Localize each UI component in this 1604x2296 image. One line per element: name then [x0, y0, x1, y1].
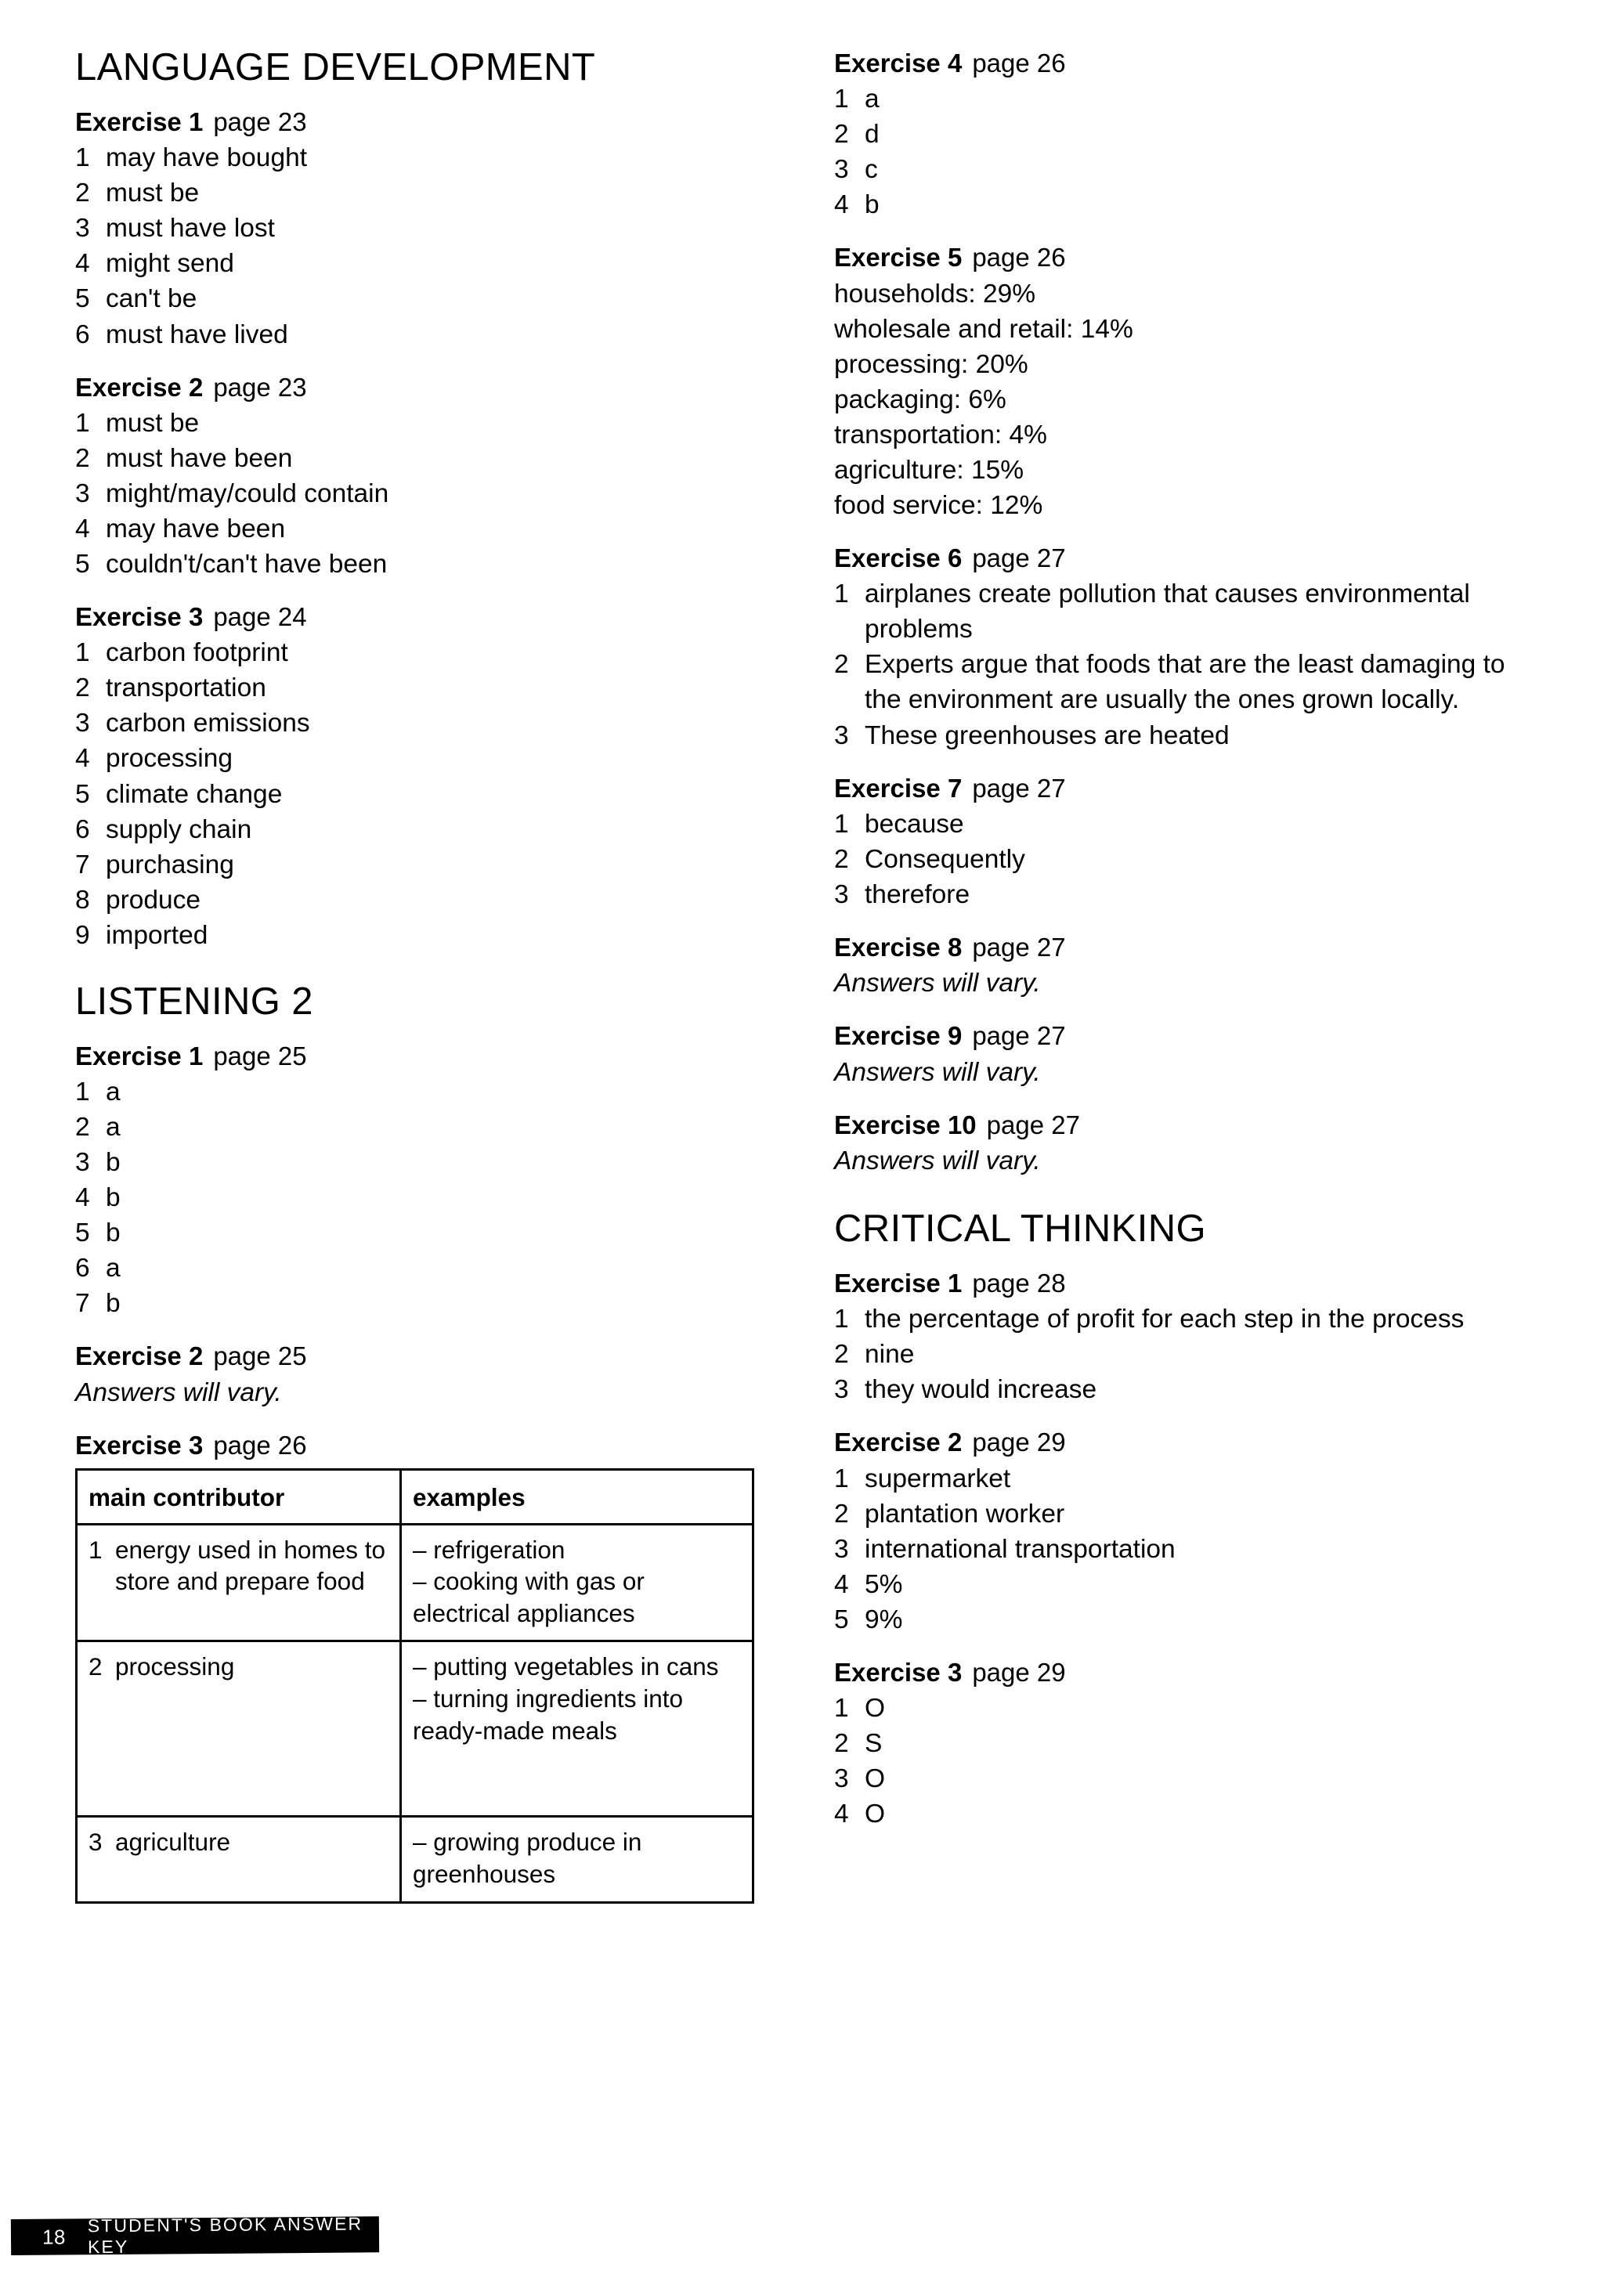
exercise-heading [75, 1042, 789, 1071]
answer-text: b [106, 1218, 121, 1248]
answer-text: transportation [106, 673, 266, 703]
column-header-examples: examples [401, 1469, 753, 1524]
answer-item [75, 547, 789, 582]
exercise-heading [75, 1431, 789, 1460]
answer-text: nine [865, 1340, 915, 1370]
answer-number: 4 [834, 1800, 849, 1829]
answer-number: 2 [834, 1729, 849, 1759]
answer-item [75, 1215, 789, 1251]
answer-number: 4 [834, 190, 849, 220]
exercise-label: Exercise 1 [75, 1041, 204, 1070]
answer-item [75, 812, 789, 847]
answer-number: 3 [75, 1148, 90, 1178]
answer-text: may have bought [106, 143, 308, 173]
answer-number: 2 [834, 1340, 849, 1370]
exercise-page-ref: page 27 [972, 1021, 1066, 1051]
page-footer-bar [11, 2213, 379, 2258]
answer-number: 5 [75, 550, 90, 579]
exercise-heading [75, 1341, 789, 1371]
row-contributor-text: processing [115, 1652, 235, 1681]
main-contributor-table [75, 1468, 754, 1904]
answer-number: 1 [834, 85, 849, 114]
answer-number: 3 [75, 214, 90, 244]
answer-item [834, 1532, 1548, 1567]
answer-item [834, 1796, 1548, 1832]
answer-text: airplanes create pollution that causes environmental problems [865, 579, 1470, 644]
exercise-page-ref: page 26 [972, 243, 1066, 273]
answer-item [75, 1286, 789, 1321]
answer-item [75, 741, 789, 776]
answer-list [834, 1691, 1548, 1832]
row-contributor-text: energy used in homes to store and prepare food [115, 1535, 385, 1596]
answer-number: 2 [834, 650, 849, 680]
answer-number: 2 [75, 443, 90, 473]
exercise-page-ref: page 29 [972, 1428, 1066, 1457]
answers-will-vary-note: Answers will vary. [834, 1057, 1041, 1087]
exercise-heading [834, 1269, 1548, 1298]
answer-item [834, 807, 1548, 842]
answer-text: Consequently [865, 844, 1025, 874]
answer-text: plantation worker [865, 1499, 1065, 1529]
answer-number: 3 [834, 1534, 849, 1564]
answer-text: couldn't/can't have been [106, 550, 388, 579]
exercise-label: Exercise 6 [834, 543, 963, 573]
example-line: – cooking with gas or electrical appliances [413, 1567, 645, 1627]
cell-main-contributor [77, 1817, 401, 1902]
answer-item [75, 1145, 789, 1180]
answer-list [75, 1074, 789, 1321]
answer-item [75, 140, 789, 175]
answer-item [834, 1602, 1548, 1637]
exercise-heading [834, 774, 1548, 803]
answer-text: a [865, 85, 880, 114]
answer-item [75, 406, 789, 441]
answer-text: international transportation [865, 1534, 1176, 1564]
answer-number: 3 [834, 1375, 849, 1405]
column-header-main-contributor: main contributor [77, 1469, 401, 1524]
answers-will-vary-note: Answers will vary. [834, 969, 1041, 998]
answer-number: 4 [75, 1183, 90, 1213]
answer-item [834, 1567, 1548, 1602]
answer-item [75, 1180, 789, 1215]
answer-item [834, 718, 1548, 753]
exercise-label: Exercise 2 [834, 1428, 963, 1457]
table-header-row [77, 1469, 753, 1524]
answer-item [75, 635, 789, 670]
answer-number: 4 [75, 744, 90, 774]
answer-text: therefore [865, 879, 970, 909]
answer-item [75, 883, 789, 918]
answer-text: b [106, 1183, 121, 1213]
answer-text: must be [106, 408, 200, 438]
answer-text: 5% [865, 1569, 903, 1599]
percentage-line: agriculture: 15% [834, 455, 1024, 485]
answer-number: 5 [75, 779, 90, 809]
answer-text: carbon emissions [106, 709, 310, 738]
answer-text: processing [106, 744, 233, 774]
answer-number: 4 [834, 1569, 849, 1599]
cell-main-contributor [77, 1641, 401, 1817]
answer-text: must be [106, 179, 200, 208]
answer-item [75, 281, 789, 316]
exercise-label: Exercise 1 [75, 107, 204, 136]
percentage-line: households: 29% [834, 279, 1036, 309]
exercise-page-ref: page 25 [213, 1041, 307, 1070]
exercise-heading [75, 373, 789, 403]
answer-item [75, 1251, 789, 1286]
answer-text: must have been [106, 443, 293, 473]
section-heading-critical-thinking: CRITICAL THINKING [834, 1207, 1207, 1250]
answer-number: 3 [75, 478, 90, 508]
answer-number: 7 [75, 850, 90, 879]
answer-list [834, 1461, 1548, 1637]
answer-text: can't be [106, 284, 197, 314]
answer-number: 4 [75, 249, 90, 279]
percentage-line: transportation: 4% [834, 420, 1047, 449]
exercise-label: Exercise 3 [834, 1657, 963, 1687]
exercise-page-ref: page 27 [986, 1110, 1080, 1139]
answer-number: 5 [834, 1605, 849, 1634]
answer-number: 1 [834, 1464, 849, 1493]
answer-text: might/may/could contain [106, 478, 389, 508]
answer-list [834, 81, 1548, 222]
footer-page-number: 18 [42, 2224, 67, 2249]
exercise-page-ref: page 25 [213, 1341, 307, 1371]
answer-item [75, 246, 789, 281]
answers-will-vary-note: Answers will vary. [75, 1377, 282, 1407]
answer-text: the percentage of profit for each step in the process [865, 1305, 1465, 1334]
answers-will-vary-note: Answers will vary. [834, 1146, 1041, 1175]
answer-text: produce [106, 885, 201, 915]
answer-item [75, 211, 789, 246]
row-contributor-text: agriculture [115, 1828, 231, 1857]
left-column [75, 46, 789, 1904]
answer-item [834, 1372, 1548, 1407]
percentage-line: processing: 20% [834, 349, 1028, 379]
exercise-page-ref: page 27 [972, 932, 1066, 962]
exercise-page-ref: page 27 [972, 773, 1066, 803]
table-row [77, 1817, 753, 1902]
answer-number: 2 [834, 844, 849, 874]
answer-number: 1 [75, 143, 90, 173]
percentage-line: wholesale and retail: 14% [834, 314, 1133, 344]
answer-number: 3 [834, 720, 849, 750]
answer-item [75, 511, 789, 547]
answer-number: 5 [75, 1218, 90, 1248]
exercise-page-ref: page 23 [213, 372, 307, 402]
section-heading-language-development: LANGUAGE DEVELOPMENT [75, 46, 596, 88]
answer-number: 7 [75, 1289, 90, 1319]
answer-number: 2 [834, 120, 849, 150]
section-heading-listening-2: LISTENING 2 [75, 980, 313, 1023]
answer-text: a [106, 1078, 121, 1106]
answer-item [834, 1301, 1548, 1337]
exercise-heading [834, 1658, 1548, 1688]
answer-item [834, 576, 1548, 647]
answer-item [75, 918, 789, 953]
example-line: – growing produce in greenhouses [413, 1828, 642, 1889]
percentage-line: food service: 12% [834, 491, 1043, 520]
two-column-body [75, 46, 1548, 1904]
table-row [77, 1641, 753, 1817]
answer-number: 2 [75, 1113, 90, 1143]
answer-number: 1 [75, 408, 90, 438]
exercise-page-ref: page 28 [972, 1268, 1066, 1298]
answer-item [834, 1761, 1548, 1796]
answer-item [834, 152, 1548, 187]
answer-text: O [865, 1800, 886, 1829]
answer-text: a [106, 1113, 121, 1143]
answer-text: purchasing [106, 850, 234, 879]
answer-item [834, 187, 1548, 222]
answer-number: 1 [834, 809, 849, 839]
answer-text: b [106, 1289, 121, 1319]
answer-number: 9 [75, 920, 90, 950]
answer-number: 8 [75, 885, 90, 915]
answer-item [834, 842, 1548, 877]
answer-number: 3 [75, 709, 90, 738]
answer-text: a [106, 1254, 121, 1283]
answer-text: These greenhouses are heated [865, 720, 1230, 750]
answer-item [75, 441, 789, 476]
answer-item [834, 647, 1548, 717]
answer-text: must have lived [106, 319, 288, 349]
row-number: 1 [89, 1535, 103, 1564]
answer-item [75, 1110, 789, 1145]
answer-item [834, 1461, 1548, 1496]
exercise-label: Exercise 1 [834, 1268, 963, 1298]
answer-number: 2 [834, 1499, 849, 1529]
exercise-label: Exercise 8 [834, 932, 963, 962]
answer-number: 1 [834, 1694, 849, 1724]
example-line: – refrigeration [413, 1535, 565, 1564]
exercise-page-ref: page 26 [972, 49, 1066, 78]
answer-text: Experts argue that foods that are the least damaging to the environment are usually the ones grown locally. [865, 650, 1505, 715]
answer-item [75, 847, 789, 883]
exercise-page-ref: page 24 [213, 602, 307, 632]
cell-examples [401, 1641, 753, 1817]
answer-text: supermarket [865, 1464, 1011, 1493]
percentage-list [834, 276, 1548, 523]
answer-list [75, 140, 789, 352]
answer-text: b [865, 190, 880, 220]
exercise-label: Exercise 2 [75, 1341, 204, 1371]
exercise-label: Exercise 3 [75, 1430, 204, 1460]
answer-item [834, 1337, 1548, 1372]
answer-item [75, 670, 789, 706]
cell-examples [401, 1817, 753, 1902]
answer-item [75, 706, 789, 741]
answer-text: they would increase [865, 1375, 1097, 1405]
answer-text: may have been [106, 514, 286, 543]
answer-number: 1 [834, 1305, 849, 1334]
exercise-label: Exercise 7 [834, 773, 963, 803]
exercise-heading [834, 1021, 1548, 1051]
answer-number: 1 [834, 579, 849, 609]
exercise-heading [834, 933, 1548, 962]
row-number: 2 [89, 1652, 103, 1681]
answer-item [834, 81, 1548, 117]
answer-number: 1 [75, 638, 90, 668]
answer-item [75, 476, 789, 511]
answer-number: 3 [834, 1764, 849, 1794]
answer-number: 4 [75, 514, 90, 543]
answer-item [75, 1074, 789, 1110]
table-row [77, 1524, 753, 1641]
answer-text: O [865, 1694, 886, 1724]
answer-number: 6 [75, 814, 90, 844]
exercise-page-ref: page 23 [213, 107, 307, 136]
row-number: 3 [89, 1828, 103, 1857]
answer-number: 1 [75, 1078, 90, 1106]
example-line: – turning ingredients into ready-made meals [413, 1684, 683, 1745]
exercise-page-ref: page 29 [972, 1657, 1066, 1687]
answer-text: carbon footprint [106, 638, 288, 668]
exercise-label: Exercise 10 [834, 1110, 977, 1139]
footer-title: STUDENT'S BOOK ANSWER KEY [87, 2213, 363, 2258]
answer-number: 2 [75, 673, 90, 703]
cell-main-contributor [77, 1524, 401, 1641]
answer-text: because [865, 809, 964, 839]
answer-item [834, 877, 1548, 912]
answer-item [75, 777, 789, 812]
exercise-heading [834, 543, 1548, 573]
answer-number: 3 [834, 155, 849, 185]
answer-text: b [106, 1148, 121, 1178]
cell-examples [401, 1524, 753, 1641]
answer-text: climate change [106, 779, 283, 809]
answer-number: 2 [75, 179, 90, 208]
answer-number: 3 [834, 879, 849, 909]
exercise-page-ref: page 27 [972, 543, 1066, 573]
exercise-heading [75, 602, 789, 632]
answer-item [75, 317, 789, 352]
answer-text: must have lost [106, 214, 275, 244]
answer-item [834, 1691, 1548, 1726]
answer-list [75, 635, 789, 952]
percentage-line: packaging: 6% [834, 384, 1006, 414]
answer-text: might send [106, 249, 234, 279]
answer-item [834, 1726, 1548, 1761]
exercise-heading [834, 49, 1548, 78]
answer-text: 9% [865, 1605, 903, 1634]
exercise-heading [834, 1110, 1548, 1140]
exercise-heading [834, 243, 1548, 273]
answer-number: 6 [75, 319, 90, 349]
answer-item [834, 1496, 1548, 1532]
answer-list [834, 807, 1548, 912]
exercise-label: Exercise 9 [834, 1021, 963, 1051]
exercise-label: Exercise 2 [75, 372, 204, 402]
answer-text: c [865, 155, 878, 185]
answer-list [834, 576, 1548, 753]
answer-text: supply chain [106, 814, 252, 844]
answer-text: d [865, 120, 880, 150]
exercise-label: Exercise 3 [75, 602, 204, 632]
exercise-label: Exercise 5 [834, 243, 963, 273]
answer-text: S [865, 1729, 883, 1759]
answer-number: 5 [75, 284, 90, 314]
answer-text: O [865, 1764, 886, 1794]
right-column [834, 49, 1548, 1904]
exercise-heading [75, 107, 789, 137]
answer-item [834, 117, 1548, 152]
example-line: – putting vegetables in cans [413, 1652, 719, 1681]
answer-text: imported [106, 920, 208, 950]
answer-number: 6 [75, 1254, 90, 1283]
answer-item [75, 175, 789, 211]
answer-list [834, 1301, 1548, 1407]
exercise-page-ref: page 26 [213, 1430, 307, 1460]
answer-list [75, 406, 789, 582]
exercise-label: Exercise 4 [834, 49, 963, 78]
exercise-heading [834, 1428, 1548, 1457]
